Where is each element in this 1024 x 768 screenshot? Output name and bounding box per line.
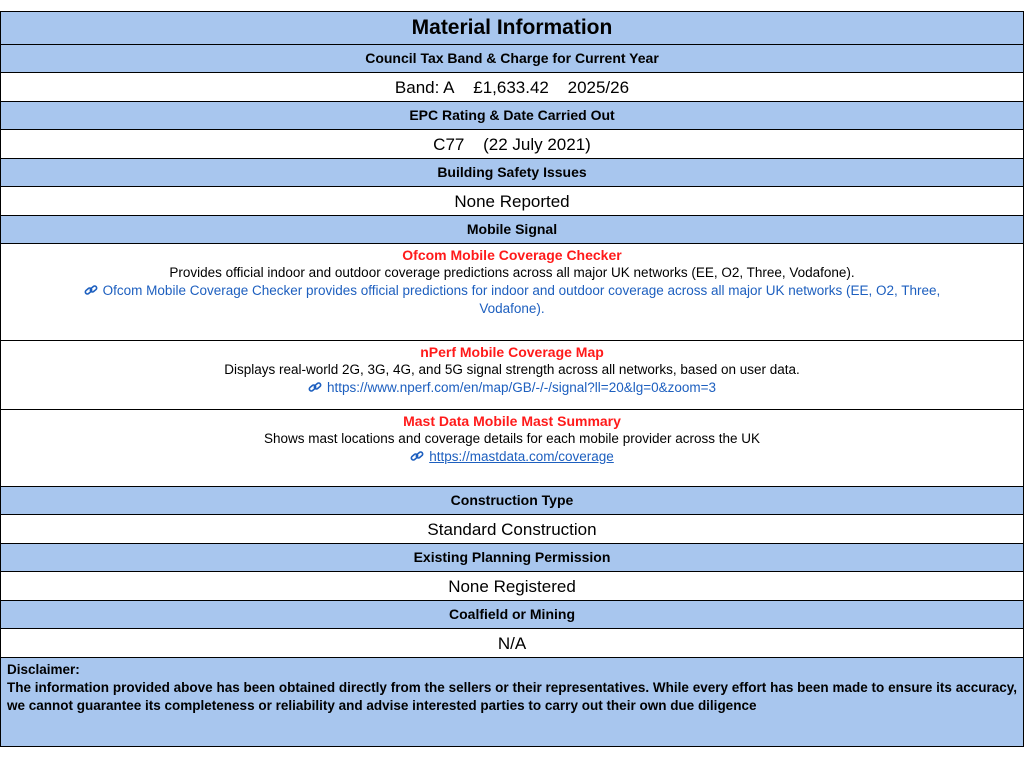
- source-description: Provides official indoor and outdoor coverage predictions across all major UK networks (EE, O2, Three, Vodafone).: [169, 265, 855, 280]
- source-link-text[interactable]: https://www.nperf.com/en/map/GB/-/-/signal?ll=20&lg=0&zoom=3: [326, 380, 717, 395]
- source-link-text[interactable]: Ofcom Mobile Coverage Checker provides official predictions for indoor and outdoor coverage across all major UK networks (EE, O2, Three,: [102, 283, 941, 298]
- source-link[interactable]: [84, 282, 941, 318]
- planning-header: Existing Planning Permission: [1, 544, 1023, 572]
- disclaimer: [1, 658, 1023, 747]
- disclaimer-text: The information provided above has been obtained directly from the sellers or their representatives. While every effort has been made to ensure its accuracy, we cannot guarantee its completeness or reliability and advise interested parties to carry out their own due diligence: [7, 680, 1017, 713]
- signal-source-nperf: [1, 341, 1023, 410]
- source-link[interactable]: [308, 379, 716, 397]
- signal-source-mastdata: [1, 410, 1023, 487]
- signal-source-ofcom: [1, 244, 1023, 341]
- epc-rating: C77: [433, 135, 465, 154]
- band-value: A: [443, 78, 455, 97]
- source-link-text[interactable]: https://mastdata.com/coverage: [429, 449, 614, 464]
- link-icon: [410, 450, 424, 462]
- epc-date: (22 July 2021): [483, 135, 591, 154]
- source-description: Shows mast locations and coverage details for each mobile provider across the UK: [264, 431, 760, 446]
- link-icon: [84, 284, 98, 296]
- construction-value: Standard Construction: [1, 515, 1023, 544]
- source-title: nPerf Mobile Coverage Map: [420, 344, 604, 360]
- source-title: Ofcom Mobile Coverage Checker: [402, 247, 622, 263]
- band-label: Band:: [394, 78, 440, 97]
- council-tax-header: Council Tax Band & Charge for Current Year: [1, 45, 1023, 73]
- source-description: Displays real-world 2G, 3G, 4G, and 5G signal strength across all networks, based on user data.: [224, 362, 800, 377]
- council-tax-value: [1, 73, 1023, 102]
- coalfield-value: N/A: [1, 629, 1023, 658]
- tax-charge: £1,633.42: [473, 78, 549, 97]
- page-title: Material Information: [1, 12, 1023, 45]
- planning-value: None Registered: [1, 572, 1023, 601]
- building-safety-value: None Reported: [1, 187, 1023, 216]
- building-safety-header: Building Safety Issues: [1, 159, 1023, 187]
- construction-header: Construction Type: [1, 487, 1023, 515]
- material-information-table: [0, 11, 1024, 747]
- source-link-text-cont[interactable]: Vodafone).: [479, 301, 545, 316]
- coalfield-header: Coalfield or Mining: [1, 601, 1023, 629]
- link-icon: [308, 381, 322, 393]
- tax-year: 2025/26: [567, 78, 630, 97]
- source-link[interactable]: [410, 448, 614, 466]
- mobile-signal-header: Mobile Signal: [1, 216, 1023, 244]
- disclaimer-label: Disclaimer:: [7, 662, 80, 677]
- epc-value: [1, 130, 1023, 159]
- epc-header: EPC Rating & Date Carried Out: [1, 102, 1023, 130]
- source-title: Mast Data Mobile Mast Summary: [403, 413, 621, 429]
